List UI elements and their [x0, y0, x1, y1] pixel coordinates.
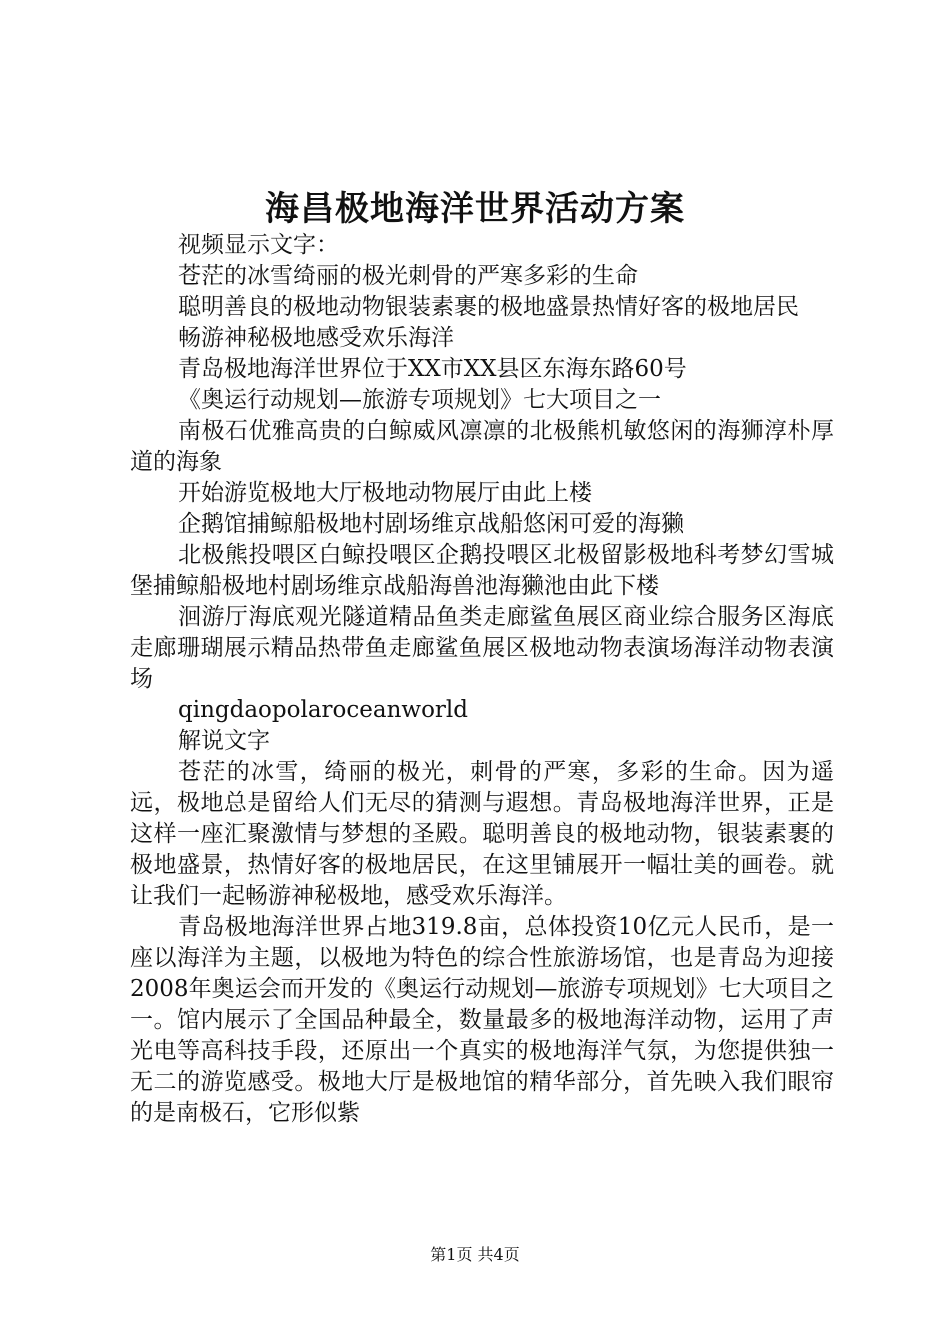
paragraph: 畅游神秘极地感受欢乐海洋: [178, 325, 454, 351]
paragraph: 聪明善良的极地动物银装素裹的极地盛景热情好客的极地居民: [178, 294, 799, 320]
paragraph: 开始游览极地大厅极地动物展厅由此上楼: [178, 480, 592, 506]
paragraph: 南极石优雅高贵的白鲸威风凛凛的北极熊机敏悠闲的海狮淳朴厚道的海象: [130, 418, 834, 475]
paragraph: 视频显示文字：: [178, 232, 339, 258]
paragraph: 解说文字: [178, 728, 270, 754]
paragraph: 《奥运行动规划—旅游专项规划》七大项目之一: [178, 387, 661, 413]
page-footer: 第1页 共4页: [430, 1245, 520, 1264]
paragraph: 苍茫的冰雪，绮丽的极光，刺骨的严寒，多彩的生命。因为遥远，极地总是留给人们无尽的猜测与遐想。青岛极地海洋世界，正是这样一座汇聚激情与梦想的圣殿。聪明善良的极地动物，银装素裹的极地盛景，热情好客的极地居民，在这里铺展开一幅壮美的画卷。就让我们一起畅游神秘极地，感受欢乐海洋。: [130, 759, 834, 909]
paragraph: 洄游厅海底观光隧道精品鱼类走廊鲨鱼展区商业综合服务区海底走廊珊瑚展示精品热带鱼走廊鲨鱼展区极地动物表演场海洋动物表演场: [130, 604, 834, 692]
paragraph: 苍茫的冰雪绮丽的极光刺骨的严寒多彩的生命: [178, 263, 638, 289]
paragraph: 青岛极地海洋世界位于XX市XX县区东海东路60号: [178, 356, 687, 382]
paragraph: 北极熊投喂区白鲸投喂区企鹅投喂区北极留影极地科考梦幻雪城堡捕鲸船极地村剧场维京战船海兽池海獭池由此下楼: [130, 542, 834, 599]
paragraph: 青岛极地海洋世界占地319.8亩，总体投资10亿元人民币，是一座以海洋为主题，以极地为特色的综合性旅游场馆，也是青岛为迎接2008年奥运会而开发的《奥运行动规划—旅游专项规划》七大项目之一。馆内展示了全国品种最全，数量最多的极地海洋动物，运用了声光电等高科技手段，还原出一个真实的极地海洋气氛，为您提供独一无二的游览感受。极地大厅是极地馆的精华部分，首先映入我们眼帘的是南极石，它形似紫: [130, 914, 834, 1126]
paragraph: 企鹅馆捕鲸船极地村剧场维京战船悠闲可爱的海獭: [178, 511, 684, 537]
document-body: [130, 230, 834, 1129]
paragraph: qingdaopolaroceanworld: [178, 697, 469, 723]
document-title: 海昌极地海洋世界活动方案: [265, 189, 685, 229]
